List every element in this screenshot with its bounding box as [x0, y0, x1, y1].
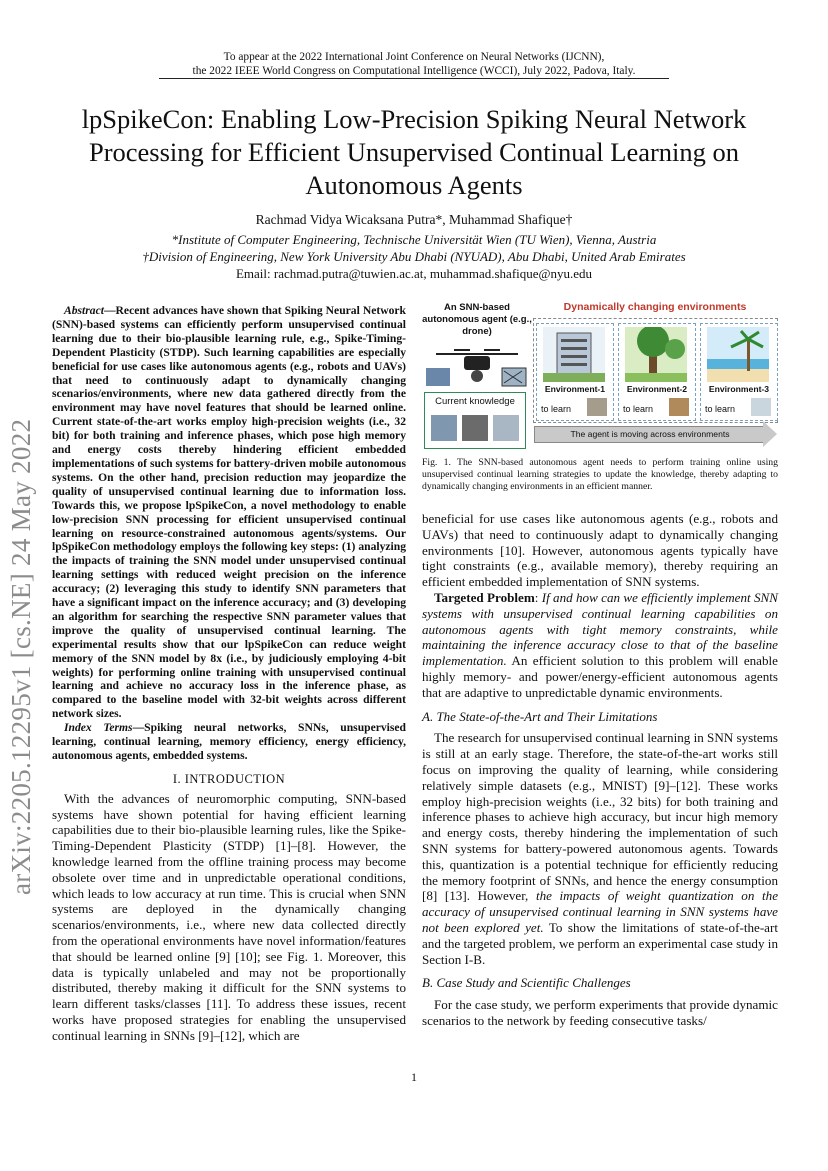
subsection-a-heading: A. The State-of-the-Art and Their Limitations	[422, 708, 658, 724]
subsection-b-paragraph: For the case study, we perform experiments that provide dynamic scenarios to the network by feeding consecutive tasks/	[422, 997, 778, 1028]
right-column	[422, 511, 778, 1029]
header-rule	[159, 78, 669, 79]
to-learn-label-3: to learn	[705, 404, 736, 414]
arxiv-stamp: arXiv:2205.12295v1 [cs.NE] 24 May 2022	[6, 418, 36, 895]
arrow-head-icon	[763, 421, 777, 447]
subsection-b-heading: B. Case Study and Scientific Challenges	[422, 975, 631, 991]
environment-3-label: Environment-3	[708, 384, 770, 394]
paper-title: lpSpikeCon: Enabling Low-Precision Spiking Neural Network Processing for Efficient Unsupervised Continual Learning on Autonomous Agents	[81, 104, 747, 200]
section-heading-introduction: I. INTRODUCTION	[172, 771, 286, 786]
index-terms	[52, 721, 406, 763]
subsection-a-italic: the impacts of weight quantization on the accuracy of unsupervised continual learning in SNN systems have not been explored yet.	[422, 888, 779, 935]
drone-icon	[424, 346, 530, 390]
abstract-text: —Recent advances have shown that Spiking Neural Network (SNN)-based systems can efficiently perform unsupervised continual learning due to their bio-plausible learning rule, e.g., Spike-Timing-Dependent Plasticity (STDP). Such learning capabilities are especially beneficial for use cases like autonomous agents (e.g., robots and UAVs) that need to continuously adapt to dynamically changing scenarios/environments, where new data gathered directly from the environment may have novel features that should be learned online. Current state-of-the-art works employ high-precision weights (i.e., 32 bit) for both training and inference phases, which pose high memory and energy costs thereby hindering efficient embedded implementations of such systems for battery-driven mobile autonomous systems. On the other hand, precision reduction may jeopardize the quality of unsupervised continual learning due to information loss. Towards this, we propose lpSpikeCon, a novel methodology to enable low-precision SNN processing for efficient unsupervised continual learning on resource-constrained autonomous agents/systems. Our lpSpikeCon methodology employs the following key steps: (1) analyzing the impacts of training the SNN model under unsupervised continual learning settings with reduced weight precision on the inference accuracy; (2) leveraging this study to identify SNN parameters that have a significant impact on the inference accuracy; and (3) developing an algorithm for searching the respective SNN parameter values that improve the quality of unsupervised continual learning. The experimental results show that our lpSpikeCon can reduce weight memory of the SNN model by 8x (i.e., by judiciously employing 4-bit weights) for performing online training with unsupervised continual learning and achieve no accuracy loss in the inference phase, as compared to the baseline model with 32-bit weights across different network sizes.	[52, 304, 406, 721]
environment-1-label: Environment-1	[544, 384, 606, 394]
conference-note	[0, 50, 828, 79]
authors: Rachmad Vidya Wicaksana Putra*, Muhammad Shafique†	[255, 212, 573, 227]
conference-line-2: the 2022 IEEE World Congress on Computational Intelligence (WCCI), July 2022, Padova, Italy.	[192, 65, 636, 77]
left-column	[52, 304, 406, 1044]
task-image-2-icon	[669, 398, 689, 416]
environments-box	[533, 318, 778, 423]
subsection-a-end: To show the limitations of state-of-the-art and the targeted problem, we perform an experimental case study in Section I-B.	[422, 919, 778, 967]
knowledge-images-icon	[431, 413, 521, 443]
to-learn-label-2: to learn	[623, 404, 654, 414]
subsection-a-text: The research for unsupervised continual learning in SNN systems is still at an early stage. Therefore, the state-of-the-art works still focus on improving the quality of learning, while considering relatively simple datasets (e.g., MNIST) [9]–[12]. These works employ high-precision weights (i.e., 32 bits) for both training and inference phases to achieve high accuracy, but incur high memory and energy costs, thereby hindering the implementation of such SNN systems for battery-powered autonomous agents. Towards this, quantization is a potential technique for efficiently reducing the memory footprint of SNNs, and hence the energy consumption [8] [13]. However,	[422, 730, 778, 904]
index-terms-label: Index Terms	[64, 721, 133, 735]
beach-icon	[707, 327, 769, 382]
task-image-1-icon	[587, 398, 607, 416]
agent-label: An SNN-based autonomous agent (e.g., drone)	[422, 302, 532, 337]
environment-2-label: Environment-2	[626, 384, 688, 394]
subsection-a-paragraph	[422, 730, 778, 967]
task-image-3-icon	[751, 398, 771, 416]
email-line: Email: rachmad.putra@tuwien.ac.at, muhammad.shafique@nyu.edu	[235, 266, 593, 282]
right-paragraph-1: beneficial for use cases like autonomous agents (e.g., robots and UAVs) that need to continuously adapt to dynamically changing environments [10]. However, autonomous agents typically have tight constraints (e.g., available memory), thereby requiring an efficient embedded implementation of SNN systems.	[422, 511, 778, 590]
current-knowledge-box	[424, 392, 526, 449]
environment-3	[700, 323, 778, 421]
figure-caption: Fig. 1. The SNN-based autonomous agent needs to perform training online using unsupervised continual learning strategies to update the knowledge, thereby adapting to dynamically changing environments in an efficient manner.	[422, 457, 778, 492]
environment-2	[618, 323, 696, 421]
figure-1	[422, 300, 778, 450]
dynamic-env-label: Dynamically changing environments	[563, 301, 747, 313]
forest-icon	[625, 327, 687, 382]
affiliations	[0, 231, 828, 283]
index-terms-text: —Spiking neural networks, SNNs, unsupervised learning, continual learning, memory efficiency, energy efficiency, autonomous agents, embedded systems.	[52, 721, 407, 762]
conference-line-1: To appear at the 2022 International Joint Conference on Neural Networks (IJCNN),	[223, 51, 605, 63]
environment-1	[536, 323, 614, 421]
building-icon	[543, 327, 605, 382]
to-learn-label-1: to learn	[541, 404, 572, 414]
affiliation-1: *Institute of Computer Engineering, Technische Universität Wien (TU Wien), Vienna, Austria	[171, 232, 657, 247]
abstract-label: Abstract	[64, 304, 104, 317]
page-number: 1	[411, 1070, 417, 1084]
affiliation-2: †Division of Engineering, New York University Abu Dhabi (NYUAD), Abu Dhabi, United Arab Emirates	[142, 249, 686, 265]
targeted-problem-label: Targeted Problem	[434, 589, 535, 605]
targeted-problem-question: If and how can we efficiently implement SNN systems with unsupervised continual learning capabilities on autonomous agents with tight memory constraints, while maintaining the inference accuracy close to that of the baseline implementation.	[422, 589, 778, 669]
current-knowledge-label: Current knowledge	[435, 396, 515, 407]
targeted-problem-rest: An efficient solution to this problem will enable highly memory- and power/energy-efficient autonomous agents that are adaptive to unpredictable dynamic environments.	[422, 653, 778, 700]
targeted-problem: Targeted Problem: If and how can we efficiently implement SNN systems with unsupervised continual learning capabilities on autonomous agents with tight memory constraints, while maintaining the inference accuracy close to that of the baseline implementation. An efficient solution to this problem will enable highly memory- and power/energy-efficient autonomous agents that are adaptive to unpredictable dynamic environments.	[422, 589, 778, 700]
abstract	[52, 304, 406, 721]
moving-arrow: The agent is moving across environments	[534, 426, 766, 443]
intro-paragraph: With the advances of neuromorphic computing, SNN-based systems have shown potential for having efficient learning capabilities due to their bio-plausible learning rules, like the Spike-Timing-Dependent Plasticity (STDP) [1]–[8]. However, the knowledge learned from the offline training process may become obsolete over time and in unpredictable operational conditions, which leads to low accuracy at run time. This is crucial when SNN systems are deployed in the dynamically changing scenarios/environments, i.e., where new data collected directly from the operational environments have novel information/features that should be learned online [9] [10]; see Fig. 1. Moreover, this data is typically unlabeled and may not be proportionally distributed, thereby making it difficult for the SNN systems to learn different tasks/classes [11]. To address these issues, recent works have proposed strategies for enabling the unsupervised continual learning in SNNs [9]–[12], which are	[52, 790, 406, 1043]
